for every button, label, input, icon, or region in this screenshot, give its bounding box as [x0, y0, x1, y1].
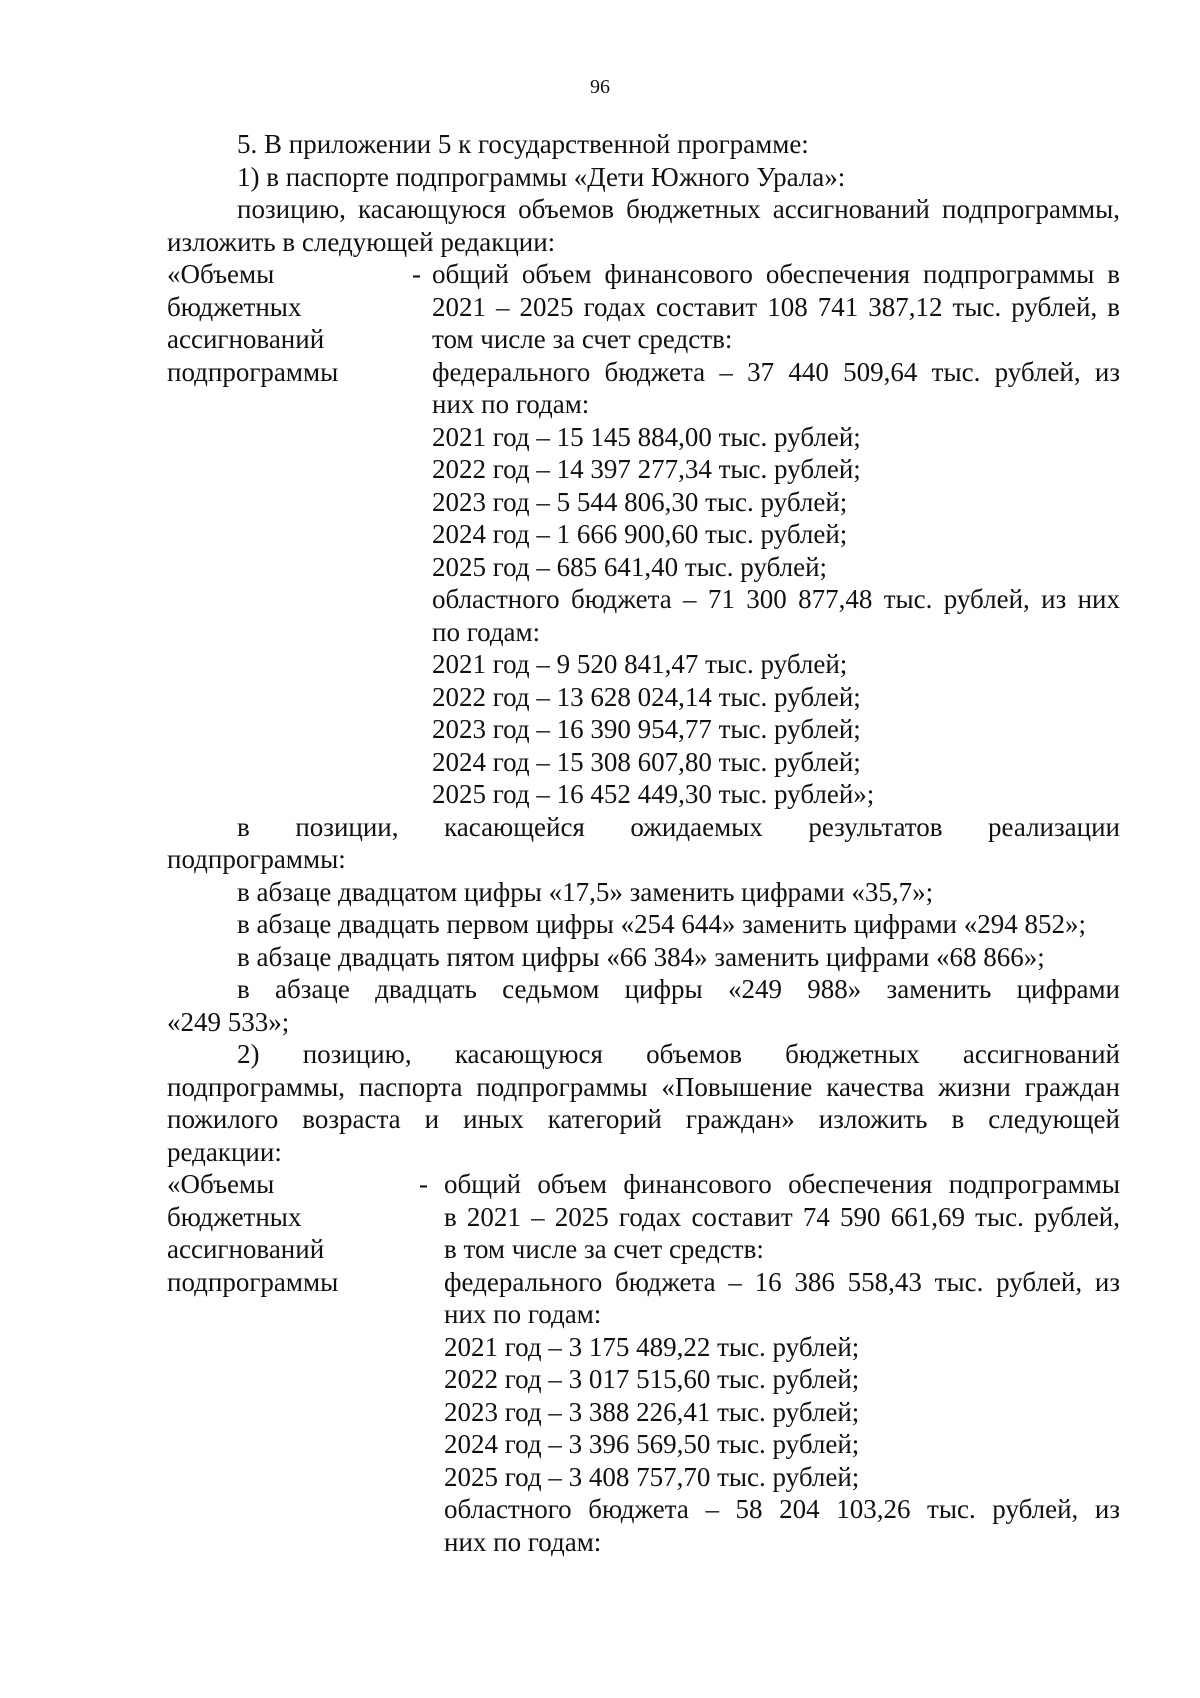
- label-line: бюджетных: [167, 291, 302, 322]
- intro-line-3b: изложить в следующей редакции:: [167, 226, 556, 257]
- label-line: ассигнований: [167, 324, 325, 354]
- federal-line: них по годам:: [444, 1299, 602, 1329]
- results-item: в абзаце двадцать первом цифры «254 644» заменить цифрами «294 852»;: [237, 909, 1086, 939]
- block-dash: -: [412, 259, 421, 289]
- regional-year-line: 2025 год – 16 452 449,30 тыс. рублей»;: [432, 779, 875, 809]
- federal-line: федерального бюджета – 37 440 509,64 тыс. рублей, из: [432, 356, 1120, 387]
- federal-year-line: 2022 год – 14 397 277,34 тыс. рублей;: [432, 454, 861, 484]
- item2-line-3: пожилого возраста и иных категорий граждан» изложить в следующей: [167, 1104, 1120, 1134]
- label-line: подпрограммы: [167, 1266, 339, 1297]
- federal-year-line: 2021 год – 15 145 884,00 тыс. рублей;: [432, 421, 861, 452]
- results-line-1: в позиции, касающейся ожидаемых результатов реализации: [237, 811, 1120, 842]
- block-body: [432, 258, 1120, 811]
- regional-year-line: 2022 год – 13 628 024,14 тыс. рублей;: [432, 681, 861, 712]
- budget-block-elderly: [167, 1168, 1120, 1558]
- total-line: том числе за счет средств:: [432, 324, 733, 354]
- block-body: [444, 1168, 1120, 1558]
- results-line-2: подпрограммы:: [167, 844, 346, 874]
- block-label: [167, 1168, 419, 1558]
- intro-line-1: 5. В приложении 5 к государственной программе:: [237, 129, 809, 159]
- results-item: в абзаце двадцатом цифры «17,5» заменить цифрами «35,7»;: [237, 876, 934, 907]
- total-line: общий объем финансового обеспечения подпрограммы: [444, 1169, 1120, 1199]
- regional-line: них по годам:: [444, 1526, 602, 1557]
- block-label: [167, 258, 412, 811]
- regional-year-line: 2021 год – 9 520 841,47 тыс. рублей;: [432, 649, 848, 679]
- label-line: подпрограммы: [167, 356, 339, 387]
- regional-year-line: 2023 год – 16 390 954,77 тыс. рублей;: [432, 714, 861, 744]
- total-line: в 2021 – 2025 годах составит 74 590 661,69 тыс. рублей,: [444, 1201, 1120, 1232]
- block-dash: -: [419, 1169, 428, 1199]
- federal-year-line: 2023 год – 5 544 806,30 тыс. рублей;: [432, 486, 848, 517]
- results-item: в абзаце двадцать пятом цифры «66 384» заменить цифрами «68 866»;: [237, 941, 1045, 972]
- item2-line-4: редакции:: [167, 1136, 282, 1167]
- regional-line: по годам:: [432, 616, 541, 647]
- federal-year-line: 2025 год – 685 641,40 тыс. рублей;: [432, 551, 828, 582]
- budget-block-children: [167, 258, 1120, 811]
- label-line: бюджетных: [167, 1201, 302, 1232]
- regional-line: областного бюджета – 58 204 103,26 тыс. рублей, из: [444, 1494, 1120, 1524]
- federal-year-line: 2023 год – 3 388 226,41 тыс. рублей;: [444, 1396, 860, 1427]
- intro-line-2: 1) в паспорте подпрограммы «Дети Южного Урала»:: [237, 161, 846, 192]
- regional-line: областного бюджета – 71 300 877,48 тыс. рублей, из них: [432, 584, 1120, 614]
- total-line: общий объем финансового обеспечения подпрограммы в: [432, 259, 1120, 289]
- label-line: «Объемы: [167, 1169, 275, 1199]
- federal-year-line: 2024 год – 3 396 569,50 тыс. рублей;: [444, 1429, 860, 1459]
- total-line: в том числе за счет средств:: [444, 1234, 764, 1264]
- federal-year-line: 2025 год – 3 408 757,70 тыс. рублей;: [444, 1461, 860, 1492]
- federal-year-line: 2024 год – 1 666 900,60 тыс. рублей;: [432, 519, 848, 549]
- results-last-line-b: «249 533»;: [167, 1006, 290, 1037]
- label-line: «Объемы: [167, 259, 275, 289]
- intro-line-3a: позицию, касающуюся объемов бюджетных ассигнований подпрограммы,: [237, 194, 1120, 224]
- federal-line: них по годам:: [432, 389, 590, 419]
- federal-year-line: 2022 год – 3 017 515,60 тыс. рублей;: [444, 1364, 860, 1394]
- federal-year-line: 2021 год – 3 175 489,22 тыс. рублей;: [444, 1331, 860, 1362]
- item2-line-2: подпрограммы, паспорта подпрограммы «Повышение качества жизни граждан: [167, 1071, 1120, 1102]
- document-body: [167, 128, 1120, 1558]
- results-last-line-a: в абзаце двадцать седьмом цифры «249 988» заменить цифрами: [237, 974, 1120, 1004]
- label-line: ассигнований: [167, 1234, 325, 1264]
- page-number: 96: [590, 76, 610, 98]
- federal-line: федерального бюджета – 16 386 558,43 тыс. рублей, из: [444, 1266, 1120, 1297]
- regional-year-line: 2024 год – 15 308 607,80 тыс. рублей;: [432, 746, 861, 777]
- total-line: 2021 – 2025 годах составит 108 741 387,12 тыс. рублей, в: [432, 291, 1120, 322]
- item2-line-1: 2) позицию, касающуюся объемов бюджетных ассигнований: [237, 1039, 1120, 1069]
